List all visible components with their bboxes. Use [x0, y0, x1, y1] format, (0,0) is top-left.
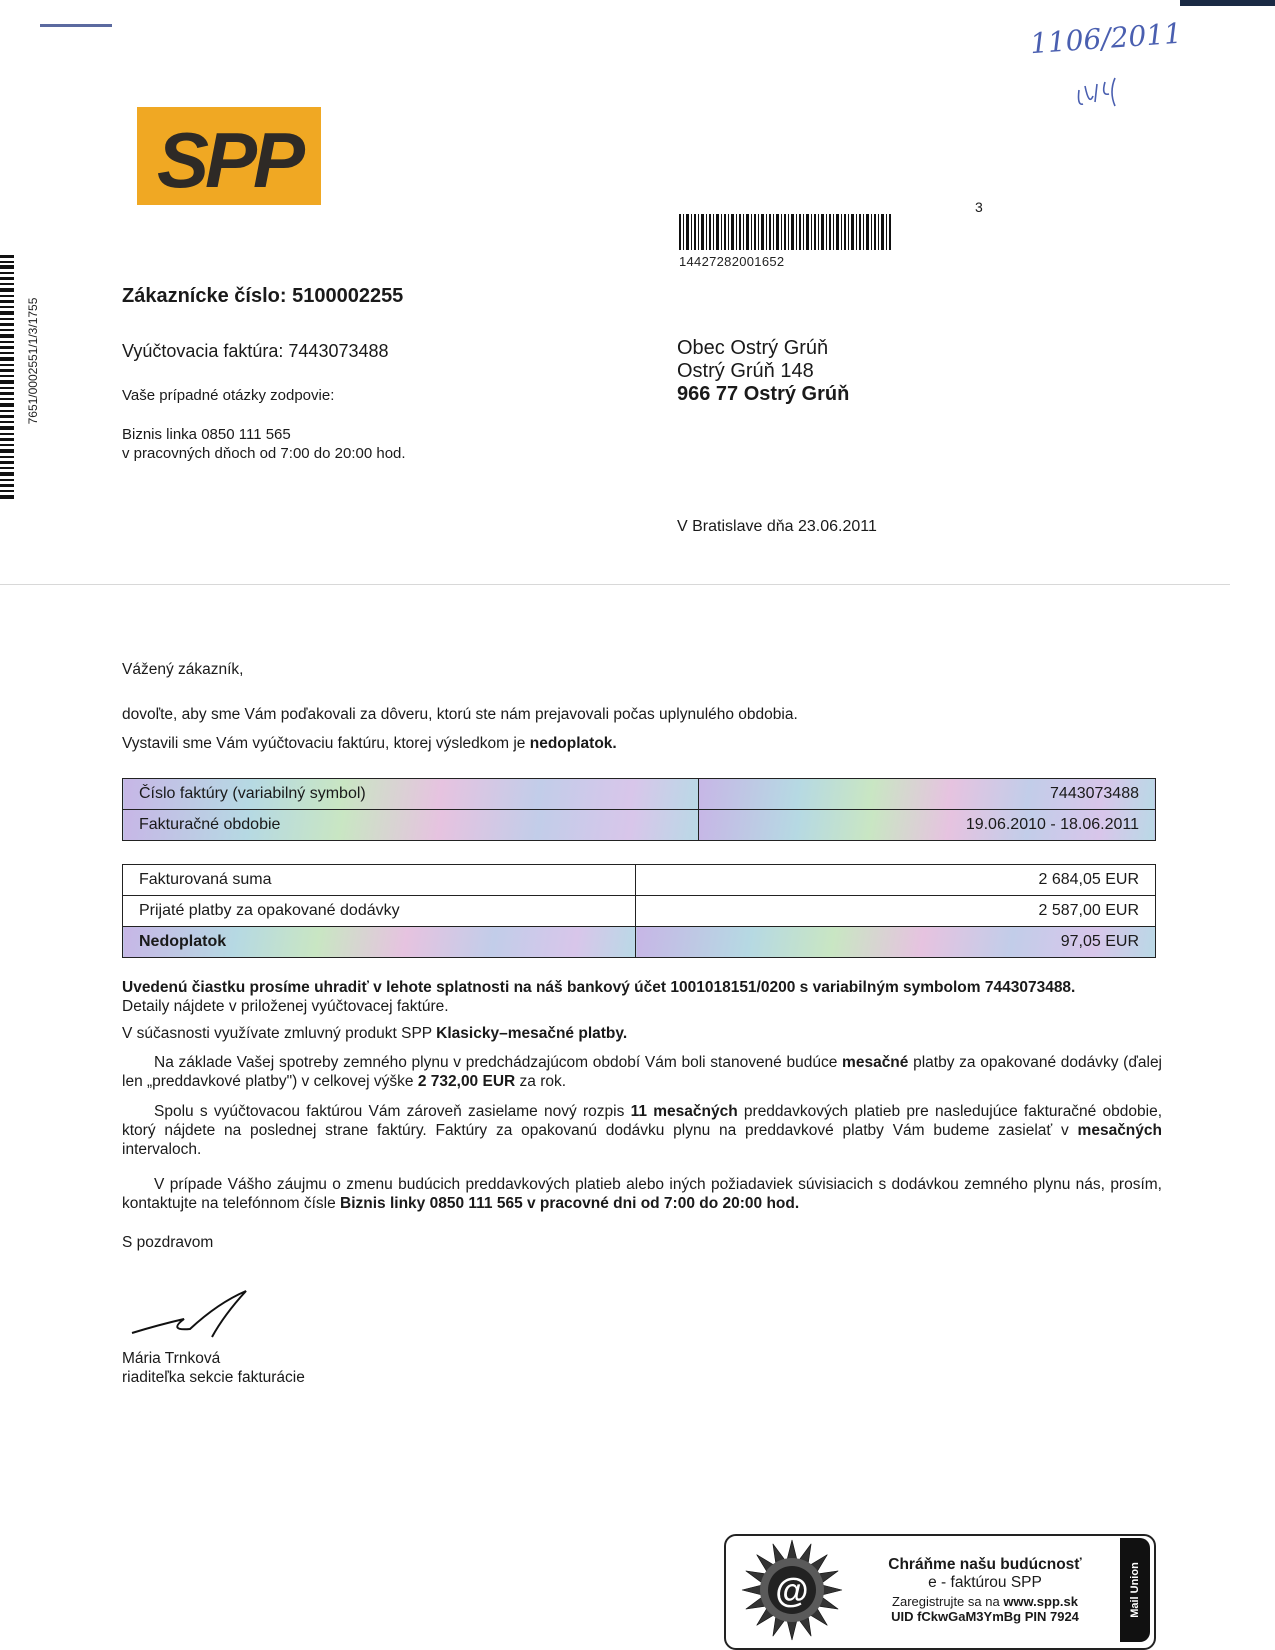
table-row: [123, 927, 1156, 958]
top-edge-bar: [1180, 0, 1275, 6]
mail-union-logo: [1120, 1538, 1150, 1642]
para3-b: Biznis linky 0850 111 565 v pracovné dni od 7:00 do 20:00 hod.: [340, 1195, 800, 1212]
e-invoice-text: [860, 1556, 1110, 1624]
table-value: 19.06.2010 - 18.06.2011: [698, 810, 1155, 841]
product-name: Klasicky–mesačné platby.: [436, 1025, 628, 1042]
svg-text:SPP: SPP: [156, 116, 302, 204]
table-row: [123, 810, 1156, 841]
issued-sentence: [122, 734, 617, 753]
invoice-number: Vyúčtovacia faktúra: 7443073488: [122, 341, 389, 361]
table-label: Nedoplatok: [123, 927, 636, 958]
table-value: 2 684,05 EUR: [636, 865, 1156, 896]
para2-b: 11 mesačných: [630, 1103, 738, 1120]
barcode-number: 14427282001652: [679, 254, 785, 269]
table-value: 7443073488: [698, 779, 1155, 810]
table-row: [123, 779, 1156, 810]
spp-logo: [137, 107, 321, 205]
para2-a: Spolu s vyúčtovacou faktúrou Vám zároveň zasielame nový rozpis: [154, 1103, 631, 1120]
paragraph-advance-payments: [122, 1053, 1162, 1091]
e-invoice-subtitle: e - faktúrou SPP: [928, 1574, 1042, 1591]
para1-b: mesačné: [842, 1054, 909, 1071]
payment-instruction: Uvedenú čiastku prosíme uhradiť v lehote splatnosti na náš bankový účet 1001018151/0200 s variabilným symbolom 7443073488.: [122, 979, 1076, 996]
para2-d: mesačných: [1077, 1122, 1162, 1139]
register-text: Zaregistrujte sa na: [892, 1594, 1004, 1609]
table-value: 2 587,00 EUR: [636, 896, 1156, 927]
table-label: Číslo faktúry (variabilný symbol): [123, 779, 699, 810]
para2-e: intervaloch.: [122, 1141, 202, 1158]
hotline-number: Biznis linka 0850 111 565: [122, 426, 291, 443]
signer-name: Mária Trnková: [122, 1350, 221, 1367]
signer-title: riaditeľka sekcie fakturácie: [122, 1369, 305, 1386]
handwritten-reference: 1106/2011: [1029, 16, 1183, 61]
hotline-info: [122, 425, 406, 463]
signature: [128, 1285, 258, 1343]
product-line: [122, 1025, 627, 1043]
greeting: Vážený zákazník,: [122, 661, 244, 678]
table-label: Fakturačné obdobie: [123, 810, 699, 841]
para1-c: platby za opakované dodávky (ďalej len „preddavkové platby") v celkovej výške: [122, 1054, 1163, 1090]
issued-result: nedoplatok.: [529, 735, 617, 752]
svg-text:@: @: [775, 1572, 809, 1610]
table-row: [123, 865, 1156, 896]
recipient-city: 966 77 Ostrý Grúň: [677, 383, 850, 405]
side-code: 7651/0002551/1/3/1755: [26, 297, 40, 425]
e-invoice-title: Chráňme našu budúcnosť: [888, 1556, 1082, 1573]
place-date: V Bratislave dňa 23.06.2011: [677, 518, 877, 535]
customer-number: Zákaznícke číslo: 5100002255: [122, 285, 404, 307]
top-mark: [40, 24, 112, 27]
e-invoice-uid: UID fCkwGaM3YmBg PIN 7924: [891, 1609, 1079, 1624]
mail-union-text: Mail Union: [1129, 1562, 1141, 1618]
paragraph-schedule: [122, 1102, 1162, 1159]
recipient-street: Ostrý Grúň 148: [677, 360, 814, 382]
para1-d: 2 732,00 EUR: [417, 1073, 516, 1090]
table-label: Fakturovaná suma: [123, 865, 636, 896]
questions-line: Vaše prípadné otázky zodpovie:: [122, 387, 335, 404]
signer: [122, 1349, 305, 1387]
register-link[interactable]: www.spp.sk: [1003, 1594, 1078, 1609]
recipient-name: Obec Ostrý Grúň: [677, 337, 829, 359]
para1-e: za rok.: [515, 1073, 567, 1090]
para2-c: preddavkových platieb pre nasledujúce fakturačné obdobie, ktorý nájdete na poslednej strane faktúry. Faktúry za opakovanú dodávku plynu na preddavkové platby Vám budeme zasielať v: [122, 1103, 1163, 1139]
para1-a: Na základe Vašej spotreby zemného plynu v predchádzajúcom období Vám boli stanovené budúce: [154, 1054, 843, 1071]
thanks-sentence: dovoľte, aby sme Vám poďakovali za dôveru, ktorú ste nám prejavovali počas uplynulého obdobia.: [122, 706, 798, 723]
handwritten-initials: [1075, 76, 1131, 112]
fold-line: [0, 584, 1230, 585]
table-label: Prijaté platby za opakované dodávky: [123, 896, 636, 927]
closing: S pozdravom: [122, 1234, 214, 1251]
issued-text: Vystavili sme Vám vyúčtovaciu faktúru, ktorej výsledkom je: [122, 735, 530, 752]
hotline-hours: v pracovných dňoch od 7:00 do 20:00 hod.: [122, 445, 406, 462]
product-text: V súčasnosti využívate zmluvný produkt SPP: [122, 1025, 437, 1042]
invoice-info-table: [122, 778, 1156, 841]
side-barcode: [0, 255, 14, 500]
e-invoice-register: [860, 1594, 1110, 1609]
barcode: [679, 214, 893, 250]
page-number: 3: [975, 199, 983, 215]
para3-a: V prípade Vášho záujmu o zmenu budúcich preddavkových platieb alebo iných požiadaviek súvisiacich s dodávkou zemného plynu nás, prosím, kontaktujte na telefónnom čísle: [122, 1176, 1162, 1212]
table-row: [123, 896, 1156, 927]
table-value: 97,05 EUR: [636, 927, 1156, 958]
sunflower-at-icon: [740, 1538, 844, 1642]
amount-table: [122, 864, 1156, 958]
paragraph-contact: [122, 1175, 1162, 1213]
payment-details: Detaily nájdete v priloženej vyúčtovacej faktúre.: [122, 998, 449, 1015]
recipient-address: [677, 337, 849, 406]
payment-note: [122, 978, 1162, 1016]
